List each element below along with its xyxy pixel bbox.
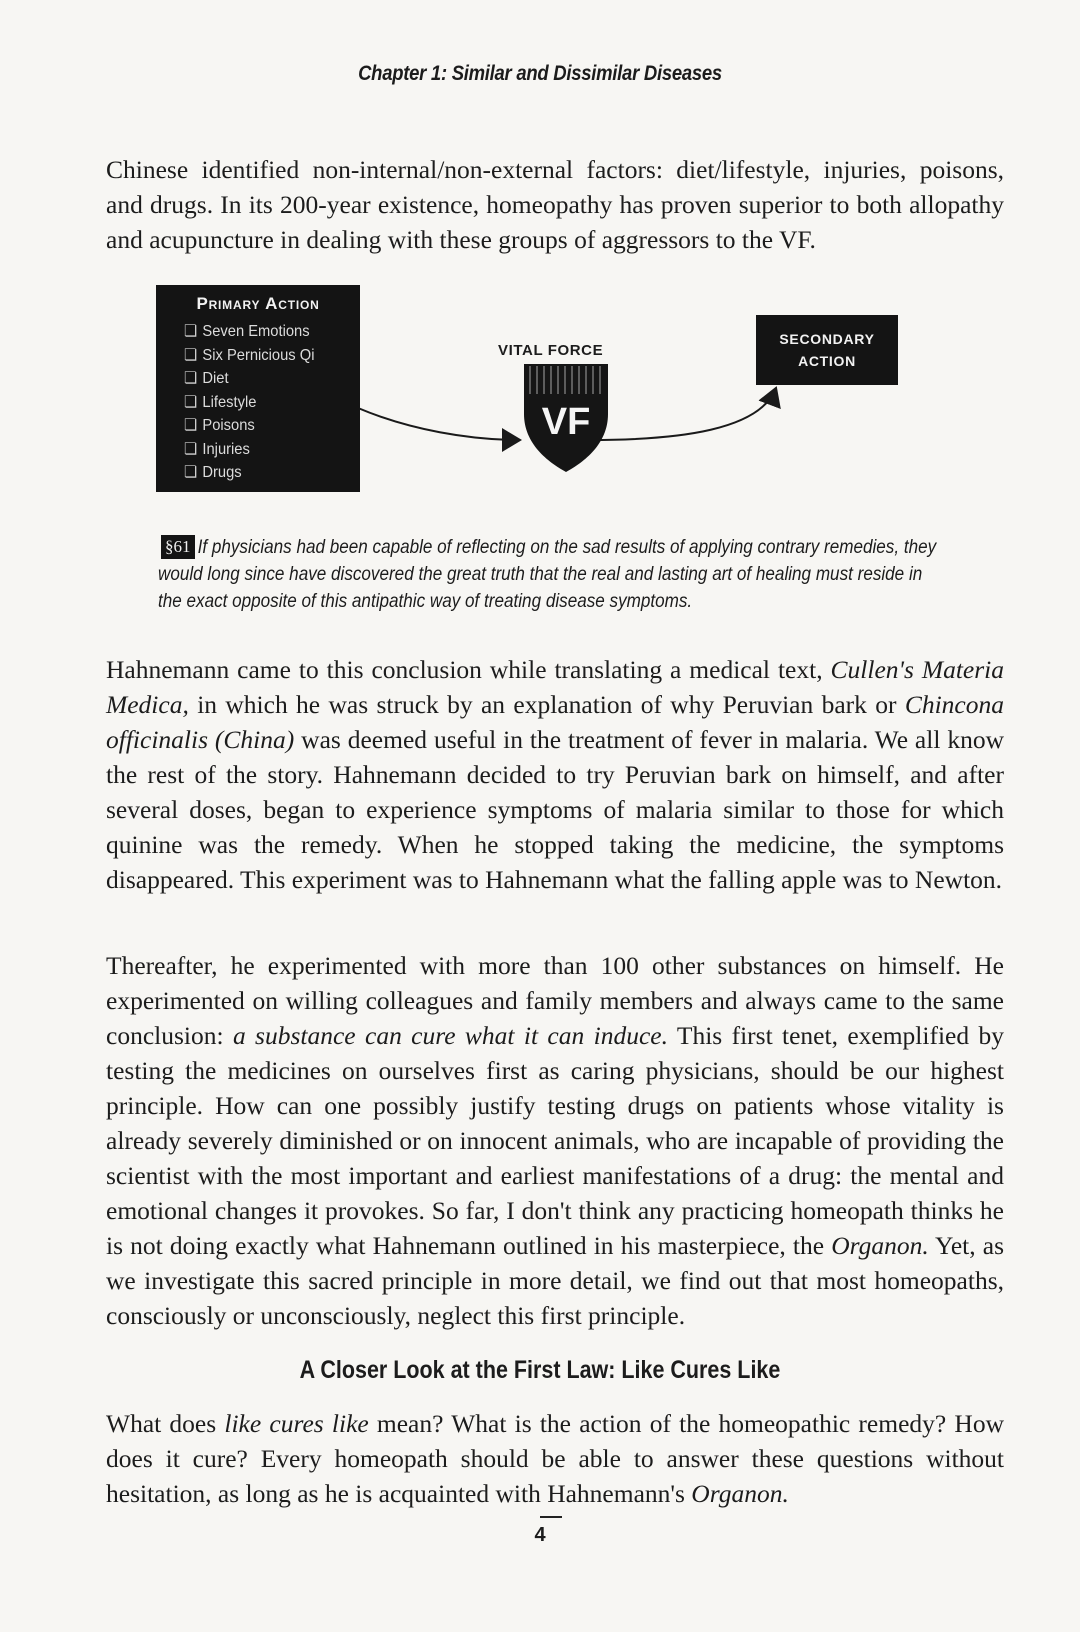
paragraph-4: What does like cures like mean? What is the action of the homeopathic remedy? How does it cure? Every homeopath should be able to answer these questions without hesitation, as long as he is acquainted with Hahnemann's Organon.: [106, 1409, 1004, 1508]
arrow-vf-to-secondary: [590, 388, 776, 440]
organon-quote: If physicians had been capable of reflecting on the sad results of applying contrary remedies, they would long since have discovered the great truth that the real and lasting art of healing must reside in the exact opposite of this antipathic way of treating disease symptoms.: [158, 537, 937, 612]
running-head: Chapter 1: Similar and Dissimilar Diseases: [358, 62, 722, 85]
footer-rule: [540, 1516, 562, 1518]
checkbox-icon: ❏: [184, 323, 198, 340]
vf-shield-icon: [520, 358, 612, 476]
checkbox-icon: ❏: [184, 370, 198, 387]
vital-force-label: VITAL FORCE: [498, 342, 604, 359]
paragraph-1: Chinese identified non-internal/non-external factors: diet/lifestyle, injuries, poisons, and drugs. In its 200-year existence, homeopathy has proven superior to both allopathy and acupuncture in dealing with these groups of aggressors to the VF.: [106, 155, 1004, 254]
checkbox-icon: ❏: [184, 393, 198, 411]
secondary-line-1: SECONDARY: [779, 331, 875, 347]
primary-action-box: [156, 285, 360, 492]
vital-force-diagram: [0, 280, 1080, 640]
list-item: ❏ Poisons: [184, 414, 346, 438]
shield-text: VF: [541, 401, 591, 443]
list-item: ❏ Injuries: [184, 438, 346, 462]
checkbox-icon: ❏: [184, 464, 198, 481]
list-item: ❏ Diet: [184, 367, 346, 391]
paragraph-3: Thereafter, he experimented with more than 100 other substances on himself. He experimented on willing colleagues and family members and always came to the same conclusion: a substance can cure what it can induce. This first tenet, exemplified by testing the medicines on ourselves first as caring physicians, should be our highest principle. How can one possibly justify testing drugs on patients whose vitality is already severely diminished or on innocent animals, who are incapable of providing the scientist with the most important and earliest manifestations of a drug: the mental and emotional changes it provokes. So far, I don't think any practicing homeopath thinks he is not doing exactly what Hahnemann outlined in his masterpiece, the Organon. Yet, as we investigate this sacred principle in more detail, we find out that most homeopaths, consciously or unconsciously, neglect this first principle.: [106, 951, 1005, 1330]
list-item: ❏ Seven Emotions: [184, 320, 346, 344]
checkbox-icon: ❏: [184, 417, 198, 434]
checkbox-icon: ❏: [184, 346, 198, 364]
page-number: 4: [534, 1524, 546, 1546]
secondary-line-2: ACTION: [798, 353, 856, 369]
arrow-primary-to-vf: [358, 408, 520, 440]
list-item: ❏ Six Pernicious Qi: [184, 344, 346, 368]
list-item: ❏ Drugs: [184, 461, 346, 485]
primary-action-title: Primary Action: [196, 294, 320, 313]
list-item: ❏ Lifestyle: [184, 391, 346, 415]
checkbox-icon: ❏: [184, 440, 198, 458]
primary-action-list: [184, 320, 360, 485]
paragraph-2: Hahnemann came to this conclusion while translating a medical text, Cullen's Materia Medica, in which he was struck by an explanation of why Peruvian bark or Chincona officinalis (China) was deemed useful in the treatment of fever in malaria. We all know the rest of the story. Hahnemann decided to try Peruvian bark on himself, and after several doses, began to experience symptoms of malaria similar to those for which quinine was the remedy. When he stopped taking the medicine, the symptoms disappeared. This experiment was to Hahnemann what the falling apple was to Newton.: [106, 655, 1004, 894]
section-heading: A Closer Look at the First Law: Like Cures Like: [299, 1356, 781, 1384]
secondary-action-box: [756, 315, 898, 385]
section-mark-badge: §61: [161, 535, 195, 559]
